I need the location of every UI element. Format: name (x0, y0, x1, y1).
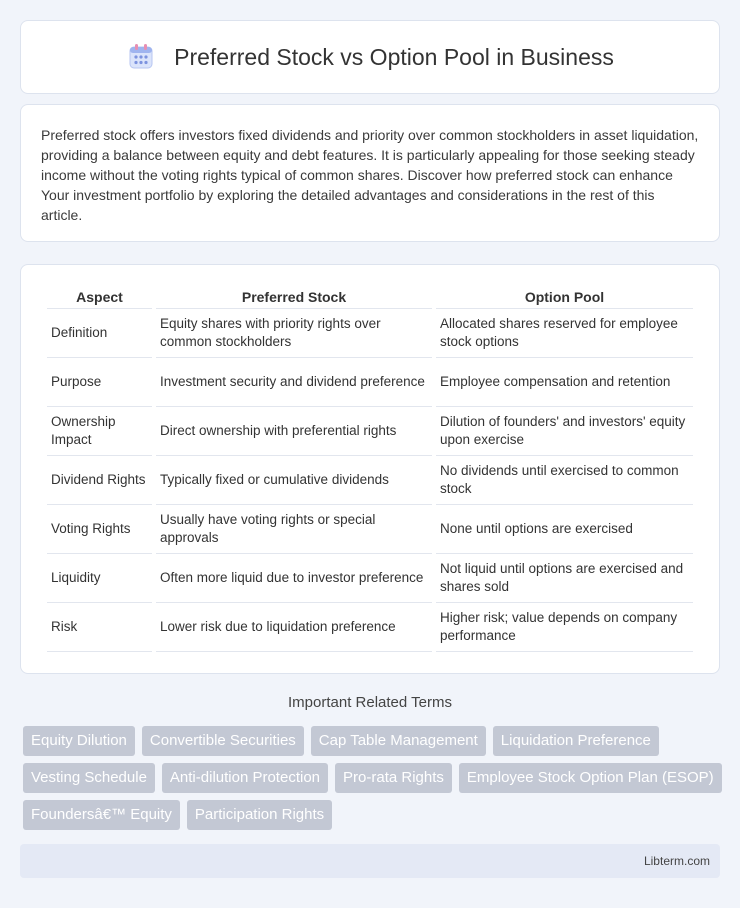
aspect-cell: Dividend Rights (47, 456, 152, 505)
aspect-cell: Liquidity (47, 554, 152, 603)
term-tag[interactable]: Foundersâ€™ Equity (23, 800, 180, 830)
preferred-stock-cell: Equity shares with priority rights over common stockholders (156, 309, 432, 358)
header-card (20, 20, 720, 94)
footer (20, 844, 720, 878)
column-header-aspect: Aspect (47, 285, 152, 309)
related-terms-list (23, 726, 723, 830)
comparison-table-card (20, 264, 720, 674)
table-row (47, 358, 693, 407)
table-row (47, 505, 693, 554)
aspect-cell: Risk (47, 603, 152, 652)
term-tag[interactable]: Vesting Schedule (23, 763, 155, 793)
preferred-stock-cell: Usually have voting rights or special approvals (156, 505, 432, 554)
preferred-stock-cell: Typically fixed or cumulative dividends (156, 456, 432, 505)
aspect-cell: Purpose (47, 358, 152, 407)
page-title: Preferred Stock vs Option Pool in Business (174, 43, 614, 70)
calendar-icon (126, 42, 156, 72)
term-tag[interactable]: Employee Stock Option Plan (ESOP) (459, 763, 722, 793)
option-pool-cell: None until options are exercised (436, 505, 693, 554)
term-tag[interactable]: Convertible Securities (142, 726, 304, 756)
table-row (47, 554, 693, 603)
preferred-stock-cell: Often more liquid due to investor preference (156, 554, 432, 603)
option-pool-cell: Allocated shares reserved for employee stock options (436, 309, 693, 358)
option-pool-cell: Not liquid until options are exercised and shares sold (436, 554, 693, 603)
term-tag[interactable]: Pro-rata Rights (335, 763, 452, 793)
table-row (47, 407, 693, 456)
term-tag[interactable]: Anti-dilution Protection (162, 763, 328, 793)
term-tag[interactable]: Cap Table Management (311, 726, 486, 756)
term-tag[interactable]: Liquidation Preference (493, 726, 659, 756)
aspect-cell: Voting Rights (47, 505, 152, 554)
option-pool-cell: No dividends until exercised to common stock (436, 456, 693, 505)
column-header-preferred-stock: Preferred Stock (156, 285, 432, 309)
option-pool-cell: Employee compensation and retention (436, 358, 693, 407)
table-row (47, 456, 693, 505)
table-header-row (47, 285, 693, 309)
preferred-stock-cell: Lower risk due to liquidation preference (156, 603, 432, 652)
aspect-cell: Definition (47, 309, 152, 358)
header (126, 42, 614, 72)
preferred-stock-cell: Investment security and dividend preference (156, 358, 432, 407)
comparison-table (43, 285, 697, 652)
intro-paragraph: Preferred stock offers investors fixed dividends and priority over common stockholders in asset liquidation, providing a balance between equity and debt features. It is particularly appealing for those seeking steady income without the voting rights typical of common shares. Discover how preferred stock can enhance Your investment portfolio by exploring the detailed advantages and considerations in the rest of this article. (41, 127, 699, 223)
preferred-stock-cell: Direct ownership with preferential rights (156, 407, 432, 456)
term-tag[interactable]: Participation Rights (187, 800, 332, 830)
related-terms-heading: Important Related Terms (288, 694, 452, 711)
aspect-cell: Ownership Impact (47, 407, 152, 456)
table-row (47, 603, 693, 652)
option-pool-cell: Dilution of founders' and investors' equity upon exercise (436, 407, 693, 456)
column-header-option-pool: Option Pool (436, 285, 693, 309)
option-pool-cell: Higher risk; value depends on company performance (436, 603, 693, 652)
table-row (47, 309, 693, 358)
footer-site-link[interactable]: Libterm.com (643, 854, 710, 868)
term-tag[interactable]: Equity Dilution (23, 726, 135, 756)
intro-card (20, 104, 720, 242)
